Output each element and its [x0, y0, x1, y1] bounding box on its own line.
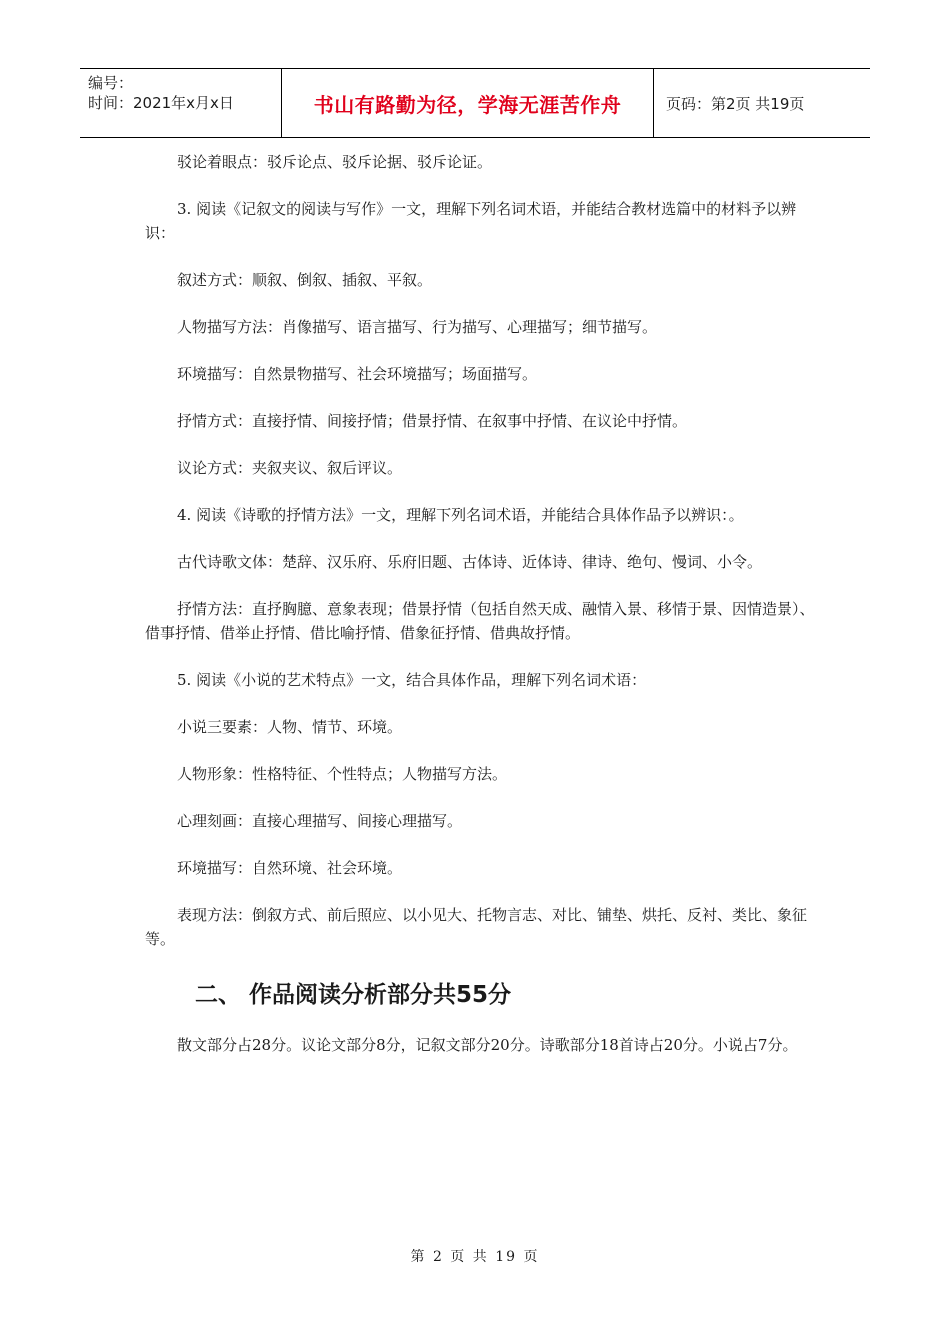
- paragraph: 环境描写：自然环境、社会环境。: [177, 859, 403, 877]
- paragraph: 3. 阅读《记叙文的阅读与写作》一文，理解下列名词术语，并能结合教材选篇中的材料予以辨识：: [145, 200, 797, 242]
- header-page-info: 页码：第2页 共19页: [666, 94, 805, 113]
- header-motto: 书山有路勤为径，学海无涯苦作舟: [282, 69, 654, 137]
- number-label: 编号：: [88, 74, 134, 92]
- section-heading: 二、 作品阅读分析部分共55分: [195, 982, 512, 1008]
- document-body: [145, 150, 817, 1080]
- paragraph: 议论方式：夹叙夹议、叙后评议。: [177, 459, 403, 477]
- paragraph: 环境描写：自然景物描写、社会环境描写；场面描写。: [177, 365, 538, 383]
- paragraph: 人物描写方法：肖像描写、语言描写、行为描写、心理描写；细节描写。: [177, 318, 658, 336]
- document-header: [80, 68, 870, 138]
- paragraph: 5. 阅读《小说的艺术特点》一文，结合具体作品，理解下列名词术语：: [177, 671, 647, 689]
- paragraph: 表现方法：倒叙方式、前后照应、以小见大、托物言志、对比、铺垫、烘托、反衬、类比、象征等。: [145, 906, 808, 948]
- header-meta: [80, 69, 282, 137]
- paragraph: 抒情方式：直接抒情、间接抒情；借景抒情、在叙事中抒情、在议论中抒情。: [177, 412, 688, 430]
- section-paragraph: 散文部分占28分。议论文部分8分，记叙文部分20分。诗歌部分18首诗占20分。小说占7分。: [177, 1036, 798, 1054]
- paragraph: 心理刻画：直接心理描写、间接心理描写。: [177, 812, 463, 830]
- paragraph: 古代诗歌文体：楚辞、汉乐府、乐府旧题、古体诗、近体诗、律诗、绝句、慢词、小令。: [177, 553, 763, 571]
- paragraph: 驳论着眼点：驳斥论点、驳斥论据、驳斥论证。: [177, 153, 493, 171]
- date-label: 时间：2021年x月x日: [88, 94, 234, 112]
- paragraph: 抒情方法：直抒胸臆、意象表现；借景抒情（包括自然天成、融情入景、移情于景、因情造景）、借事抒情、借举止抒情、借比喻抒情、借象征抒情、借典故抒情。: [145, 600, 815, 642]
- page-footer: 第 2 页 共 19 页: [410, 1249, 540, 1265]
- paragraph: 4. 阅读《诗歌的抒情方法》一文，理解下列名词术语，并能结合具体作品予以辨识：。: [177, 506, 744, 524]
- paragraph: 小说三要素：人物、情节、环境。: [177, 718, 403, 736]
- paragraph: 人物形象：性格特征、个性特点；人物描写方法。: [177, 765, 508, 783]
- paragraph: 叙述方式：顺叙、倒叙、插叙、平叙。: [177, 271, 433, 289]
